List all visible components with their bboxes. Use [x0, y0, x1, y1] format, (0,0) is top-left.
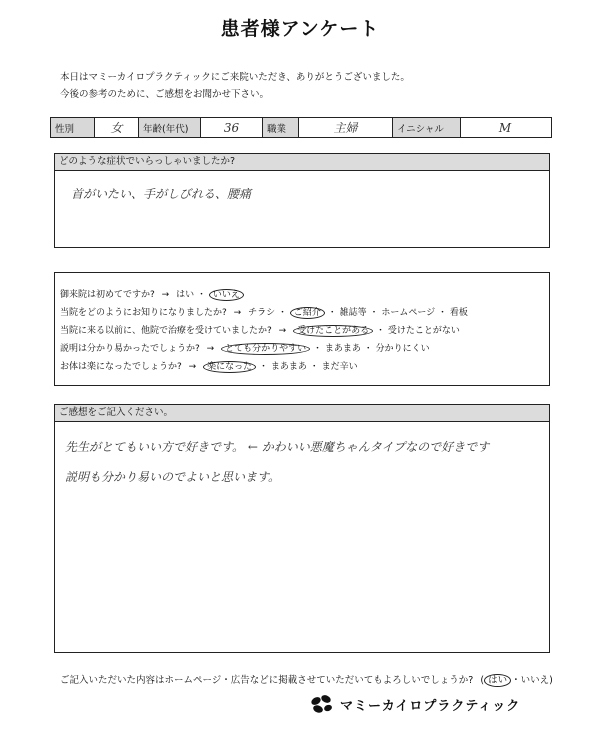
comments-box — [54, 404, 550, 653]
question-row-5: お体は楽になったでしょうか? → 楽になった ・ まあまあ ・ まだ辛い — [60, 362, 358, 372]
option-so-so[interactable]: まあまあ — [270, 362, 307, 372]
job-field[interactable]: 主婦 — [299, 118, 393, 137]
option-very-clear-selected[interactable]: とても分かりやすい — [221, 343, 310, 355]
option-yes[interactable]: はい — [176, 290, 195, 300]
flower-icon — [308, 693, 336, 715]
arrow-icon: → — [278, 326, 287, 336]
age-field[interactable]: 36 — [201, 118, 263, 137]
publish-question: ご記入いただいた内容はホームページ・広告などに掲載させていただいてもよろしいでしょうか? — [60, 675, 474, 686]
gender-field[interactable]: 女 — [95, 118, 139, 137]
option-referral-selected[interactable]: ご紹介 — [290, 307, 325, 319]
option-so-so[interactable]: まあまあ — [324, 344, 361, 354]
clinic-logo — [308, 693, 520, 715]
initial-label: イニシャル — [393, 118, 461, 137]
option-signboard[interactable]: 看板 — [449, 308, 468, 318]
option-unclear[interactable]: 分かりにくい — [375, 344, 430, 354]
comments-answer[interactable] — [55, 422, 549, 492]
question-text: 御来院は初めてですか? — [60, 290, 155, 300]
intro-line-2: 今後の参考のために、ご感想をお聞かせ下さい。 — [60, 89, 270, 100]
symptoms-answer[interactable]: 首がいたい、手がしびれる、腰痛 — [71, 187, 252, 201]
publish-yes-selected[interactable]: はい — [484, 674, 511, 687]
option-still-painful[interactable]: まだ辛い — [321, 362, 358, 372]
symptoms-box — [54, 153, 550, 248]
logo-text: マミーカイロプラクティック — [340, 698, 521, 714]
publish-permission-row: ご記入いただいた内容はホームページ・広告などに掲載させていただいてもよろしいでしょうか? ( はい ・いいえ) — [60, 675, 553, 686]
intro-line-1: 本日はマミーカイロプラクティックにご来院いただき、ありがとうございました。 — [60, 72, 410, 83]
question-row-3: 当院に来る以前に、他院で治療を受けていましたか? → 受けたことがある ・ 受けたことがない — [60, 326, 460, 336]
question-text: 当院に来る以前に、他院で治療を受けていましたか? — [60, 326, 272, 336]
question-text: お体は楽になったでしょうか? — [60, 362, 182, 372]
option-received-selected[interactable]: 受けたことがある — [293, 325, 373, 337]
age-label: 年齢(年代) — [139, 118, 201, 137]
option-not-received[interactable]: 受けたことがない — [387, 326, 460, 336]
option-homepage[interactable]: ホームページ — [381, 308, 436, 318]
option-no-selected[interactable]: いいえ — [209, 289, 244, 301]
publish-no[interactable]: いいえ — [520, 675, 550, 686]
question-row-2: 当院をどのようにお知りになりましたか? → チラシ ・ ご紹介 ・ 雑誌等 ・ ホームページ ・ 看板 — [60, 308, 468, 318]
question-text: 当院をどのようにお知りになりましたか? — [60, 308, 227, 318]
symptoms-question: どのような症状でいらっしゃいましたか? — [55, 154, 549, 171]
arrow-icon: → — [206, 344, 215, 354]
arrow-icon: → — [188, 362, 197, 372]
comments-heading: ご感想をご記入ください。 — [55, 405, 549, 422]
comment-line-1: 先生がとてもいい方で好きです。 ← かわいい悪魔ちゃんタイプなので好きです — [65, 440, 490, 454]
gender-label: 性別 — [51, 118, 95, 137]
question-row-1: 御来院は初めてですか? → はい ・ いいえ — [60, 287, 244, 300]
arrow-icon: → — [161, 290, 170, 300]
question-row-4: 説明は分かり易かったでしょうか? → とても分かりやすい ・ まあまあ ・ 分かりにくい — [60, 344, 430, 354]
option-magazine[interactable]: 雑誌等 — [339, 308, 367, 318]
question-text: 説明は分かり易かったでしょうか? — [60, 344, 200, 354]
comment-line-2: 説明も分かり易いのでよいと思います。 — [65, 470, 281, 484]
option-relieved-selected[interactable]: 楽になった — [203, 361, 256, 373]
arrow-icon: → — [233, 308, 242, 318]
initial-field[interactable]: M — [498, 120, 512, 135]
option-flyer[interactable]: チラシ — [248, 308, 276, 318]
job-label: 職業 — [263, 118, 299, 137]
info-row — [50, 117, 552, 138]
page-title: 患者様アンケート — [220, 18, 380, 40]
